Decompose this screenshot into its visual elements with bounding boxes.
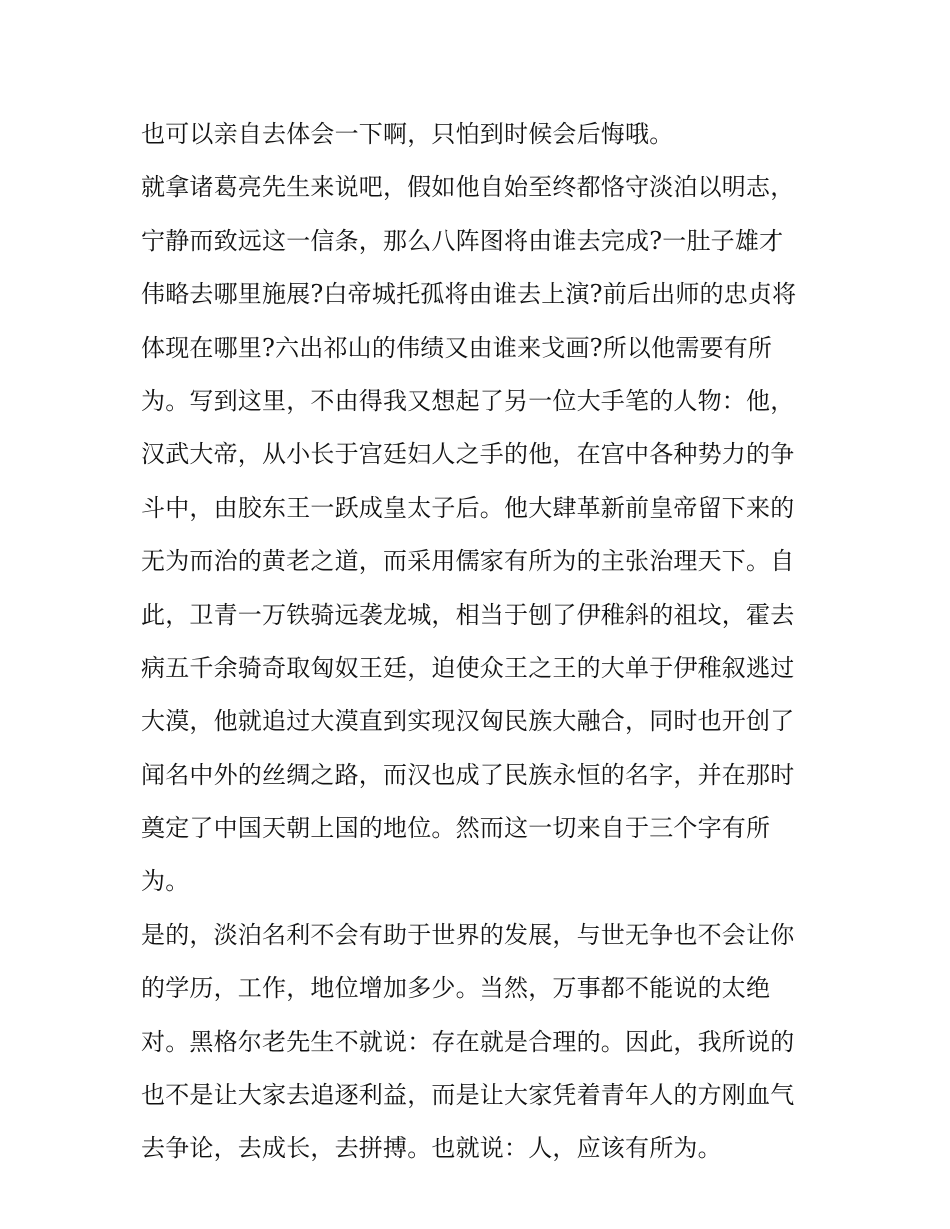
text-line-4: 伟略去哪里施展?白帝城托孤将由谁去上演?前后出师的忠贞将 xyxy=(141,280,797,309)
text-line-19: 也不是让大家去追逐利益，而是让大家凭着青年人的方刚血气 xyxy=(141,1081,795,1110)
text-line-10: 此，卫青一万铁骑远袭龙城，相当于刨了伊稚斜的祖坟，霍去 xyxy=(141,600,795,629)
text-line-18: 对。黑格尔老先生不就说：存在就是合理的。因此，我所说的 xyxy=(141,1027,795,1056)
text-line-8: 斗中，由胶东王一跃成皇太子后。他大肆革新前皇帝留下来的 xyxy=(141,493,795,522)
text-line-20: 去争论，去成长，去拼搏。也就说：人，应该有所为。 xyxy=(141,1134,722,1163)
text-line-14: 奠定了中国天朝上国的地位。然而这一切来自于三个字有所 xyxy=(141,814,771,843)
essay-text xyxy=(141,108,821,1176)
text-line-17: 的学历，工作，地位增加多少。当然，万事都不能说的太绝 xyxy=(141,974,771,1003)
text-line-11: 病五千余骑奇取匈奴王廷，迫使众王之王的大单于伊稚叙逃过 xyxy=(141,653,795,682)
text-line-1: 也可以亲自去体会一下啊，只怕到时候会后悔哦。 xyxy=(141,120,674,148)
text-line-9: 无为而治的黄老之道，而采用儒家有所为的主张治理天下。自 xyxy=(141,547,795,576)
text-line-6: 为。写到这里，不由得我又想起了另一位大手笔的人物：他， xyxy=(141,386,795,415)
text-line-2: 就拿诸葛亮先生来说吧，假如他自始至终都恪守淡泊以明志， xyxy=(141,173,795,202)
text-line-15: 为。 xyxy=(141,867,190,896)
text-line-16: 是的，淡泊名利不会有助于世界的发展，与世无争也不会让你 xyxy=(141,920,795,949)
text-line-12: 大漠，他就追过大漠直到实现汉匈民族大融合，同时也开创了 xyxy=(141,707,795,736)
text-line-5: 体现在哪里?六出祁山的伟绩又由谁来戈画?所以他需要有所 xyxy=(141,333,773,362)
text-line-7: 汉武大帝，从小长于宫廷妇人之手的他，在宫中各种势力的争 xyxy=(141,440,795,469)
text-line-13: 闻名中外的丝绸之路，而汉也成了民族永恒的名字，并在那时 xyxy=(141,760,795,789)
text-line-3: 宁静而致远这一信条，那么八阵图将由谁去完成?一肚子雄才 xyxy=(141,226,784,255)
